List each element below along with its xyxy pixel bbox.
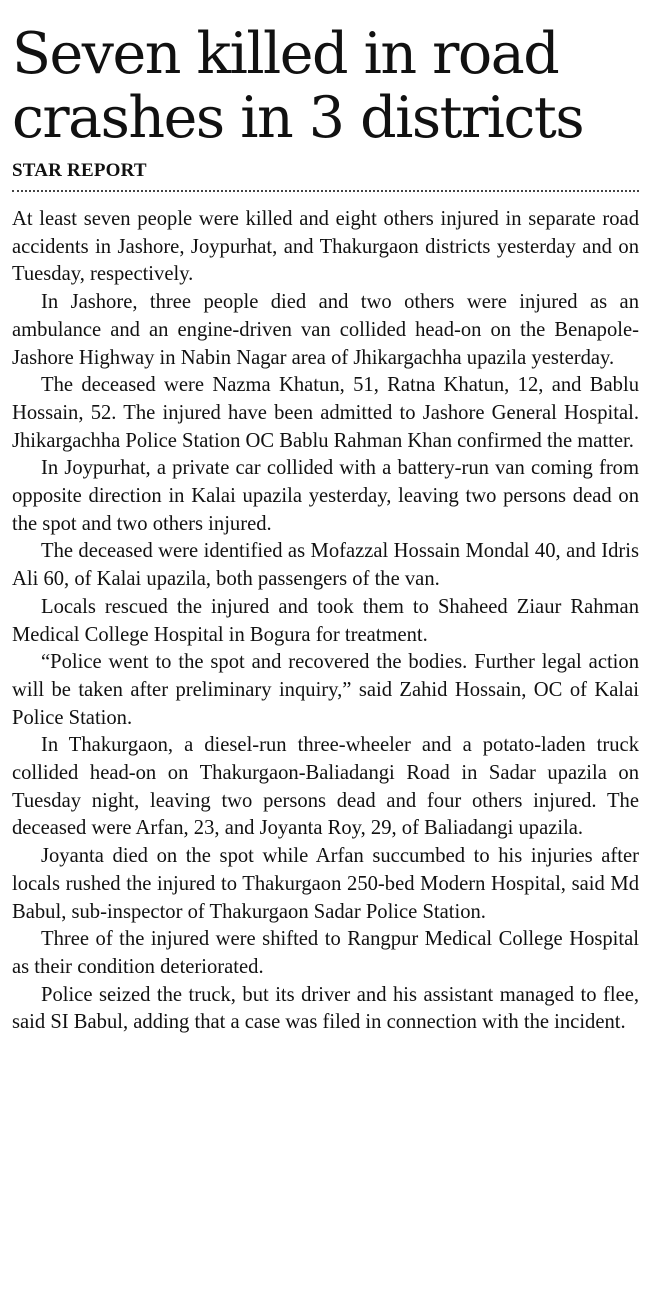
article-paragraph: The deceased were Nazma Khatun, 51, Ratna Khatun, 12, and Bablu Hossain, 52. The injured have been admitted to Jashore General Hospital. Jhikargachha Police Station OC Bablu Rahman Khan confirmed the matter. (12, 374, 639, 452)
article-paragraph: Joyanta died on the spot while Arfan succumbed to his injuries after locals rushed the injured to Thakurgaon 250-bed Modern Hospital, said Md Babul, sub-inspector of Thakurgaon Sadar Police Station. (12, 845, 639, 923)
byline-divider (12, 190, 639, 192)
article-paragraph: Police seized the truck, but its driver and his assistant managed to flee, said SI Babul, adding that a case was filed in connection with the incident. (12, 983, 639, 1034)
article-paragraph: In Joypurhat, a private car collided with a battery-run van coming from opposite direction in Kalai upazila yesterday, leaving two persons dead on the spot and two others injured. (12, 457, 639, 535)
article-paragraph: At least seven people were killed and eight others injured in separate road accidents in Jashore, Joypurhat, and Thakurgaon districts yesterday and on Tuesday, respectively. (12, 208, 639, 286)
article-paragraph: The deceased were identified as Mofazzal Hossain Mondal 40, and Idris Ali 60, of Kalai upazila, both passengers of the van. (12, 540, 639, 591)
article-paragraph: In Jashore, three people died and two others were injured as an ambulance and an engine-driven van collided head-on on the Benapole-Jashore Highway in Nabin Nagar area of Jhikargachha upazila yesterday. (12, 291, 639, 369)
news-article (12, 0, 639, 1037)
article-body (12, 206, 639, 1037)
article-byline: STAR REPORT (12, 160, 147, 181)
article-paragraph: In Thakurgaon, a diesel-run three-wheeler and a potato-laden truck collided head-on on Thakurgaon-Baliadangi Road in Sadar upazila on Tuesday night, leaving two persons dead and four others injured. The deceased were Arfan, 23, and Joyanta Roy, 29, of Baliadangi upazila. (12, 734, 639, 840)
article-headline: Seven killed in road crashes in 3 districts (12, 21, 584, 151)
article-paragraph: Three of the injured were shifted to Rangpur Medical College Hospital as their condition deteriorated. (12, 928, 639, 978)
article-paragraph: “Police went to the spot and recovered the bodies. Further legal action will be taken after preliminary inquiry,” said Zahid Hossain, OC of Kalai Police Station. (12, 651, 639, 729)
article-paragraph: Locals rescued the injured and took them to Shaheed Ziaur Rahman Medical College Hospital in Bogura for treatment. (12, 595, 639, 646)
